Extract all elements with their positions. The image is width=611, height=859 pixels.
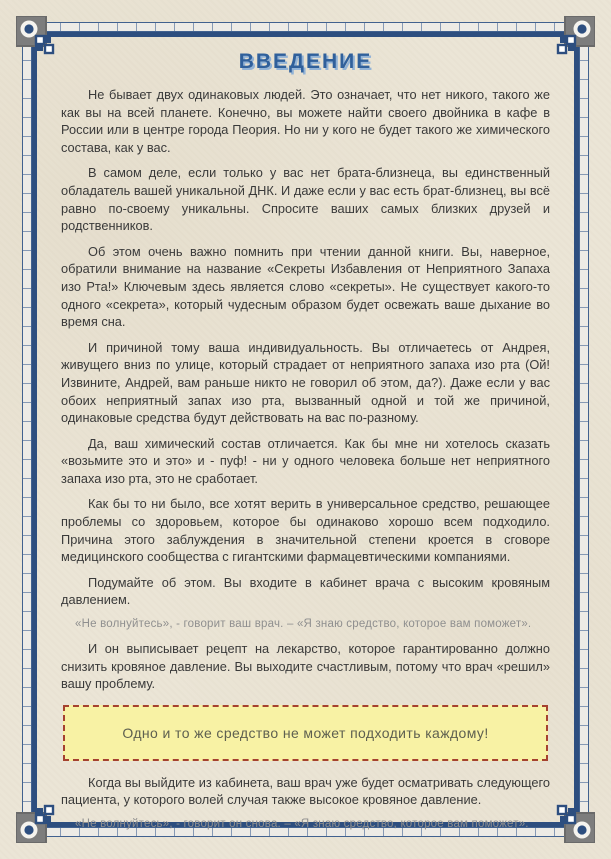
frame-border-right <box>579 22 589 837</box>
paragraph-7: Подумайте об этом. Вы входите в кабинет врача с высоким кровяным давлением. <box>61 574 550 608</box>
callout-box <box>63 705 548 761</box>
paragraph-9: Когда вы выйдите из кабинета, ваш врач уже будет осматривать следующего пациента, у которого волей случая также высокое кровяное давление. <box>61 774 550 808</box>
doctor-quote-1: «Не волнуйтесь», - говорит ваш врач. – «Я знаю средство, которое вам поможет». <box>75 618 532 631</box>
callout-text: Одно и то же средство не может подходить каждому! <box>122 724 489 741</box>
doctor-quote-2: «Не волнуйтесь», - говорит он снова. – «Я знаю средство, которое вам поможет». <box>75 818 529 830</box>
paragraph-3: Об этом очень важно помнить при чтении данной книги. Вы, наверное, обратили внимание на название «Секреты Избавления от Неприятного Запаха изо Рта!» Ключевым здесь является слово «секреты». Не существует какого-то одного «секрета», который чудесным образом будет освежать ваше дыхание во время сна. <box>61 243 550 330</box>
page-content <box>37 37 574 830</box>
paragraph-4: И причиной тому ваша индивидуальность. Вы отличаетесь от Андрея, живущего вниз по улице, который страдает от неприятного запаха изо рта (Ой! Извините, Андрей, вам раньше никто не говорил об этом, да?). Даже если у вас обоих неприятный запах изо рта, вызванный одной и той же причиной, одинаковые средства будут действовать на вас по-разному. <box>61 339 550 426</box>
paragraph-1: Не бывает двух одинаковых людей. Это означает, что нет никого, такого же как вы на всей планете. Конечно, вы можете найти своего двойника в кафе в России или в центре города Пеория. Но ни у кого не будет такого же химического состава, как у вас. <box>61 87 550 155</box>
paragraph-6: Как бы то ни было, все хотят верить в универсальное средство, решающее проблемы со здоровьем, которое бы одинаково хорошо всем подходило. Причина этого заблуждения в значительной степени кроется в сговоре медицинского сообщества с гигантскими фармацевтическими компаниями. <box>61 496 550 565</box>
paragraph-5: Да, ваш химический состав отличается. Как бы мне ни хотелось сказать «возьмите это и это» и - пуф! - ни у одного человека больше нет неприятного запаха изо рта, это не сработает. <box>61 435 550 486</box>
frame-border-top <box>22 22 589 32</box>
page-title: ВВЕДЕНИЕ <box>238 50 373 73</box>
paragraph-8: И он выписывает рецепт на лекарство, которое гарантированно должно снизить кровяное давление. Вы выходите счастливым, потому что врач «решил» вашу проблему. <box>61 641 550 692</box>
paragraph-2: В самом деле, если только у вас нет брата-близнеца, вы единственный обладатель вашей уникальной ДНК. И даже если у вас есть брат-близнец, вы всё равно по-своему уникальны. Спросите ваших самых близких друзей и родственников. <box>61 165 550 234</box>
frame-border-left <box>22 22 32 837</box>
